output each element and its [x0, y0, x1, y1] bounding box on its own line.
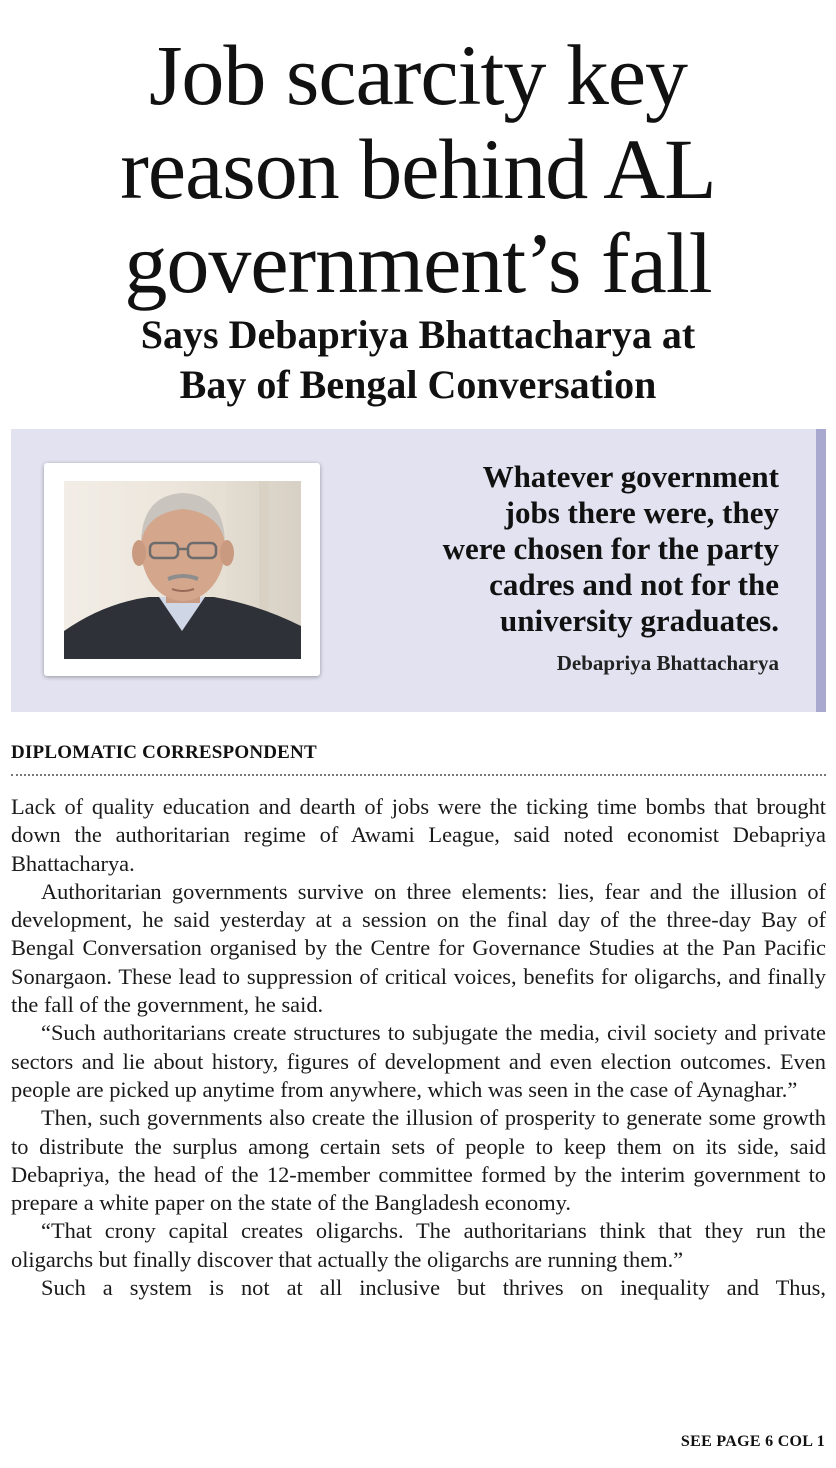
continuation-link[interactable]: SEE PAGE 6 COL 1 — [680, 1433, 825, 1450]
article-paragraph: Such a system is not at all inclusive but thrives on inequality and Thus, — [41, 1275, 826, 1301]
article-body — [11, 793, 826, 1302]
subheadline — [0, 310, 836, 410]
dotted-divider — [11, 774, 826, 776]
pull-quote-line: jobs there were, they — [504, 495, 779, 530]
subheadline-line: Says Debapriya Bhattacharya at — [140, 312, 696, 357]
headline-line: Job scarcity key — [148, 27, 688, 123]
article-paragraph: Lack of quality education and dearth of jobs were the ticking time bombs that brought down the authoritarian regime of Awami League, said noted economist Debapriya Bhattacharya. — [11, 794, 826, 876]
subheadline-line: Bay of Bengal Conversation — [179, 362, 657, 407]
pull-quote-line: were chosen for the party — [442, 531, 779, 566]
article-paragraph: “Such authoritarians create structures to subjugate the media, civil society and private sectors and lie about history, figures of development and even election outcomes. Even people are picked up anytime from anywhere, which was seen in the case of Aynaghar.” — [11, 1020, 826, 1102]
pull-quote-line: cadres and not for the — [489, 567, 779, 602]
portrait-photo — [64, 481, 301, 659]
article-paragraph: “That crony capital creates oligarchs. The authoritarians think that they run the oligarchs but finally discover that actually the oligarchs are running them.” — [11, 1218, 826, 1272]
headline — [0, 28, 836, 310]
pull-quote-line: university graduates. — [500, 603, 779, 638]
pull-quote-author: Debapriya Bhattacharya — [556, 651, 779, 675]
photo-frame — [44, 463, 320, 676]
headline-line: government’s fall — [124, 215, 712, 311]
byline: DIPLOMATIC CORRESPONDENT — [11, 742, 317, 763]
portrait-illustration — [64, 481, 301, 659]
article-paragraph: Then, such governments also create the illusion of prosperity to generate some growth to distribute the surplus among certain sets of people to keep them on its side, said Debapriya, the head of the 12-member committee formed by the interim government to prepare a white paper on the state of the Bangladesh economy. — [11, 1105, 826, 1216]
pull-quote-box — [11, 429, 826, 712]
pull-quote-line: Whatever government — [482, 459, 779, 494]
headline-line: reason behind AL — [120, 121, 716, 217]
pull-quote-text — [339, 459, 779, 639]
article-paragraph: Authoritarian governments survive on three elements: lies, fear and the illusion of development, he said yesterday at a session on the final day of the three-day Bay of Bengal Conversation organised by the Centre for Governance Studies at the Pan Pacific Sonargaon. These lead to suppression of critical voices, benefits for oligarchs, and finally the fall of the government, he said. — [11, 878, 826, 1018]
